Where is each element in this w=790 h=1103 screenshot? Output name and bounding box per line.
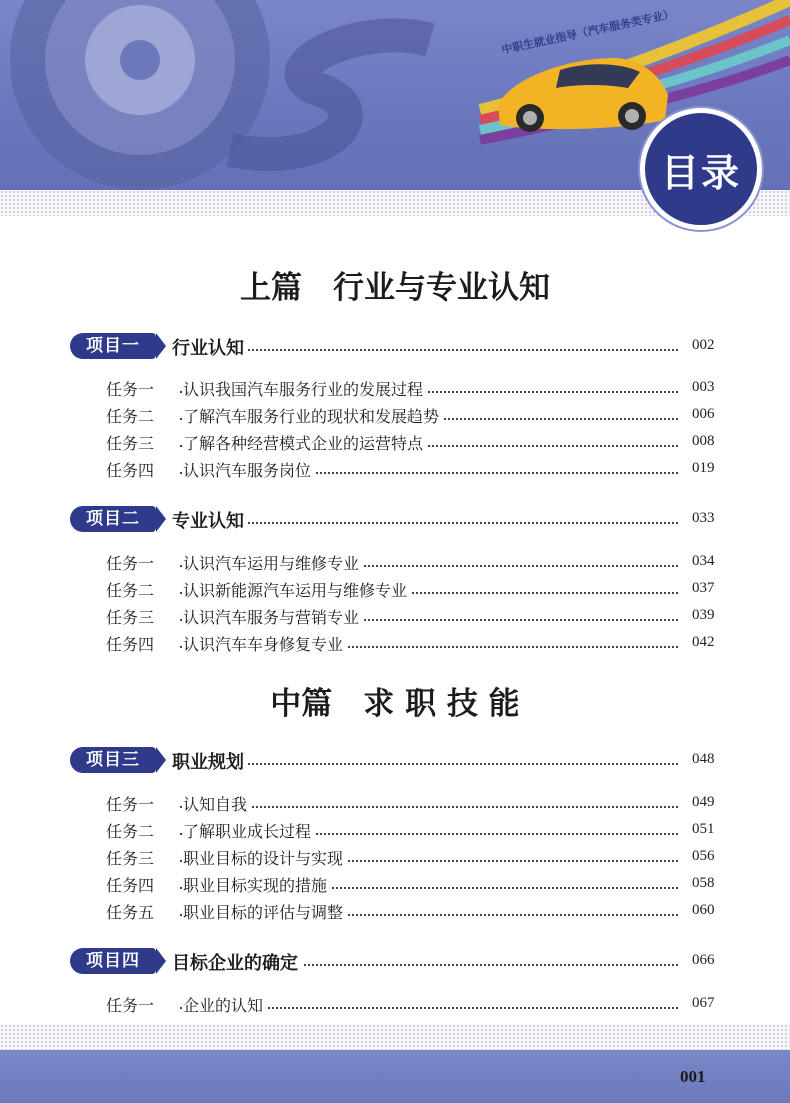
- task-row[interactable]: [0, 549, 790, 575]
- task-label: 任务三: [106, 608, 155, 627]
- task-row[interactable]: [0, 603, 790, 629]
- task-label: 任务三: [106, 434, 155, 453]
- task-title: 认识新能源汽车运用与维修专业: [183, 578, 411, 601]
- leader-dots: [180, 522, 678, 524]
- page-number: 019: [692, 460, 715, 476]
- task-title: 了解各种经营模式企业的运营特点: [183, 431, 427, 454]
- project-title: 目标企业的确定: [172, 949, 302, 975]
- task-label: 任务一: [106, 996, 155, 1015]
- page-number: 033: [692, 510, 715, 526]
- leader-dots: [180, 806, 678, 808]
- page-folio: 001: [680, 1067, 706, 1086]
- task-row[interactable]: [0, 375, 790, 401]
- page-number: 058: [692, 875, 715, 891]
- task-row[interactable]: [0, 402, 790, 428]
- project-badge: 项目四: [70, 948, 156, 974]
- task-row[interactable]: [0, 630, 790, 656]
- task-label: 任务三: [106, 849, 155, 868]
- page-number: 042: [692, 634, 715, 650]
- task-row[interactable]: [0, 817, 790, 843]
- task-label: 任务一: [106, 795, 155, 814]
- page-number: 008: [692, 433, 715, 449]
- task-row[interactable]: [0, 991, 790, 1017]
- footer-dot-strip: [0, 1024, 790, 1050]
- project-row-2[interactable]: [0, 506, 790, 532]
- task-label: 任务四: [106, 461, 155, 480]
- task-label: 任务一: [106, 554, 155, 573]
- project-badge: 项目一: [70, 333, 156, 359]
- leader-dots: [180, 763, 678, 765]
- project-badge: 项目二: [70, 506, 156, 532]
- task-row[interactable]: [0, 456, 790, 482]
- task-title: 认识我国汽车服务行业的发展过程: [183, 377, 427, 400]
- task-title: 了解汽车服务行业的现状和发展趋势: [183, 404, 443, 427]
- page-number: 049: [692, 794, 715, 810]
- toc-badge: 目录: [640, 108, 762, 230]
- page-number: 056: [692, 848, 715, 864]
- page-number: 006: [692, 406, 715, 422]
- page-number: 051: [692, 821, 715, 837]
- project-row-4[interactable]: [0, 948, 790, 974]
- page-number: 003: [692, 379, 715, 395]
- task-row[interactable]: [0, 844, 790, 870]
- page-number: 048: [692, 751, 715, 767]
- task-title: 了解职业成长过程: [183, 819, 315, 842]
- task-label: 任务二: [106, 822, 155, 841]
- task-label: 任务四: [106, 876, 155, 895]
- task-title: 认识汽车运用与维修专业: [183, 551, 363, 574]
- page-number: 039: [692, 607, 715, 623]
- task-title: 认识汽车服务与营销专业: [183, 605, 363, 628]
- project-title: 行业认知: [172, 334, 248, 360]
- part-title-2: 中篇 求 职 技 能: [270, 686, 520, 722]
- project-row-3[interactable]: [0, 747, 790, 773]
- page-number: 067: [692, 995, 715, 1011]
- task-row[interactable]: [0, 576, 790, 602]
- task-row[interactable]: [0, 429, 790, 455]
- task-row[interactable]: [0, 898, 790, 924]
- task-label: 任务二: [106, 581, 155, 600]
- task-title: 认识汽车服务岗位: [183, 458, 315, 481]
- task-label: 任务五: [106, 903, 155, 922]
- task-row[interactable]: [0, 871, 790, 897]
- task-title: 认知自我: [183, 792, 251, 815]
- series-label: 中职生就业指导（汽车服务类专业）: [500, 7, 676, 57]
- task-row[interactable]: [0, 790, 790, 816]
- task-title: 职业目标的设计与实现: [183, 846, 347, 869]
- task-title: 企业的认知: [183, 993, 267, 1016]
- task-label: 任务二: [106, 407, 155, 426]
- task-title: 职业目标实现的措施: [183, 873, 331, 896]
- footer-band: [0, 1050, 790, 1103]
- project-title: 职业规划: [172, 748, 248, 774]
- task-label: 任务四: [106, 635, 155, 654]
- page-number: 060: [692, 902, 715, 918]
- page-number: 034: [692, 553, 715, 569]
- leader-dots: [180, 349, 678, 351]
- task-label: 任务一: [106, 380, 155, 399]
- project-row-1[interactable]: [0, 333, 790, 359]
- page-number: 037: [692, 580, 715, 596]
- part-title-1: 上篇 行业与专业认知: [240, 270, 550, 306]
- page-number: 002: [692, 337, 715, 353]
- project-badge: 项目三: [70, 747, 156, 773]
- task-title: 认识汽车车身修复专业: [183, 632, 347, 655]
- task-title: 职业目标的评估与调整: [183, 900, 347, 923]
- page-number: 066: [692, 952, 715, 968]
- project-title: 专业认知: [172, 507, 248, 533]
